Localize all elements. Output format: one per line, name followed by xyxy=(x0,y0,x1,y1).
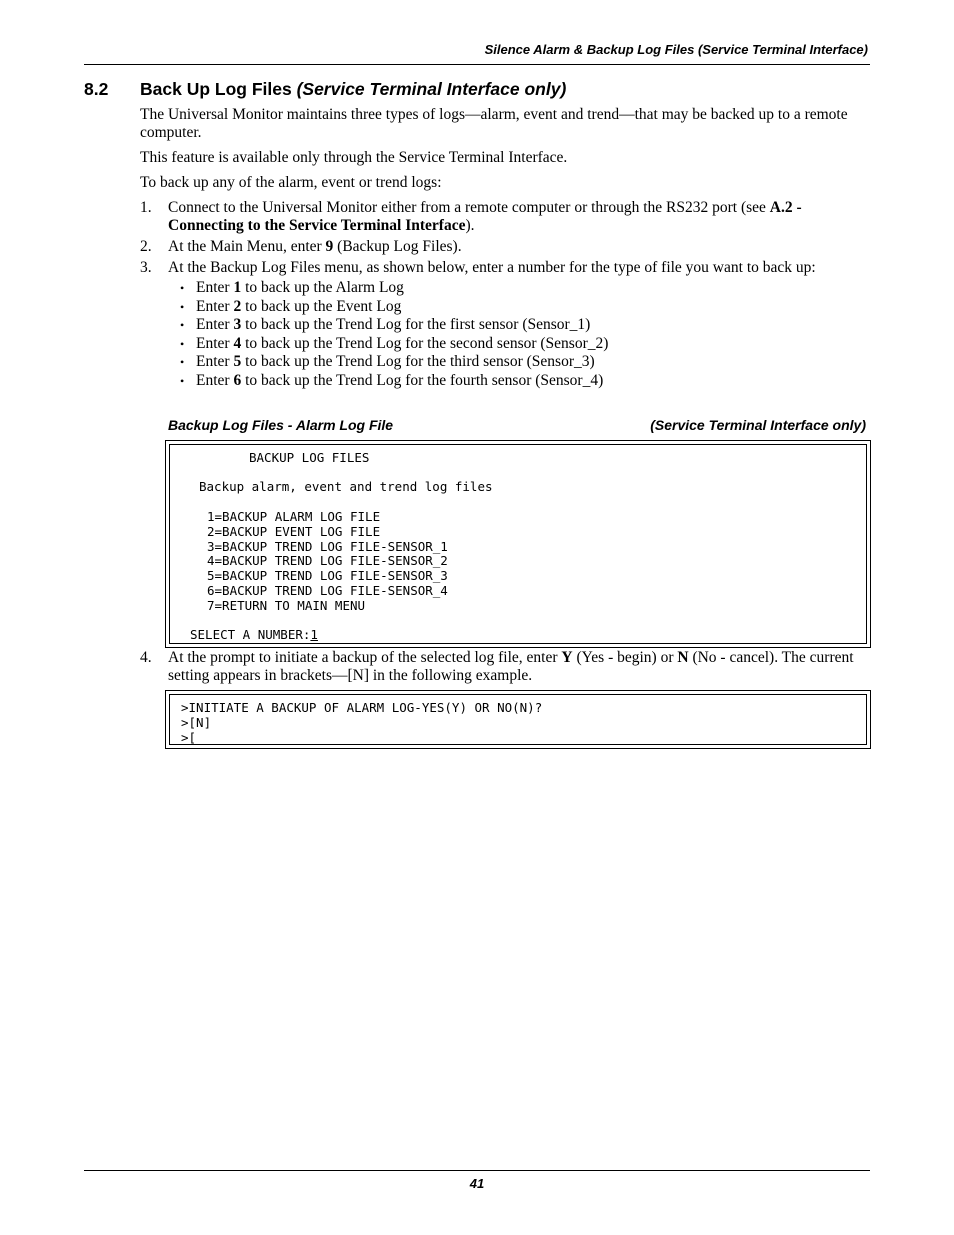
footer-divider xyxy=(84,1170,870,1171)
intro-paragraph-1: The Universal Monitor maintains three types of logs—alarm, event and trend—that may be backed up to a remote computer. xyxy=(140,106,848,141)
bullet-item xyxy=(180,316,870,335)
prompt-entry: 1 xyxy=(310,627,318,642)
running-header: Silence Alarm & Backup Log Files (Service Terminal Interface) xyxy=(484,42,868,57)
terminal-inner-frame xyxy=(169,694,867,745)
terminal-menu-option: 5=BACKUP TREND LOG FILE-SENSOR_3 xyxy=(207,568,448,584)
bullet-text: Enter xyxy=(196,334,234,352)
bullet-item xyxy=(180,372,870,391)
terminal-line: >INITIATE A BACKUP OF ALARM LOG-YES(Y) OR NO(N)? xyxy=(181,700,543,715)
terminal-line: >[ xyxy=(181,730,197,745)
bullet-text: Enter xyxy=(196,297,234,315)
terminal-menu-option: 4=BACKUP TREND LOG FILE-SENSOR_2 xyxy=(207,553,448,569)
terminal-menu-option: 6=BACKUP TREND LOG FILE-SENSOR_4 xyxy=(207,583,448,598)
bullet-item xyxy=(180,353,870,372)
figure-caption xyxy=(168,417,866,433)
bullet-item xyxy=(180,279,870,298)
step-2 xyxy=(140,238,870,256)
intro-paragraph-2: This feature is available only through the Service Terminal Interface. xyxy=(140,149,568,166)
step-text: (Yes - begin) or xyxy=(572,649,678,666)
bullet-item xyxy=(180,298,870,317)
section-title-qualifier: (Service Terminal Interface only) xyxy=(296,79,567,99)
bullet-text: Enter xyxy=(196,279,234,296)
menu-key: 4 xyxy=(233,334,242,352)
header-divider xyxy=(84,64,870,65)
caption-title: Backup Log Files - Alarm Log File xyxy=(168,417,394,433)
menu-key: 2 xyxy=(233,297,242,315)
bullet-text: to back up the Trend Log for the second sensor (Sensor_2) xyxy=(241,334,609,352)
terminal-title: BACKUP LOG FILES xyxy=(249,450,370,465)
bullet-text: to back up the Alarm Log xyxy=(241,279,404,296)
step-number: 1. xyxy=(140,199,152,216)
menu-key: 9 xyxy=(325,238,334,255)
bullet-text: to back up the Trend Log for the first sensor (Sensor_1) xyxy=(241,316,591,334)
terminal-inner-frame xyxy=(169,444,867,644)
step-4-body xyxy=(140,649,870,685)
bullet-icon: • xyxy=(180,336,185,351)
section-body xyxy=(140,106,870,394)
step-3 xyxy=(140,259,870,391)
step-text: Connect to the Universal Monitor either from a remote computer or through the RS232 port (see xyxy=(168,199,770,216)
terminal-menu-option: 2=BACKUP EVENT LOG FILE xyxy=(207,523,381,539)
bullet-list xyxy=(180,279,870,391)
menu-key: 3 xyxy=(233,316,242,334)
terminal-screen-confirm xyxy=(165,690,871,749)
step-text: ). xyxy=(465,217,475,234)
bullet-text: Enter xyxy=(196,316,234,334)
prompt-label: SELECT A NUMBER: xyxy=(190,627,311,642)
bullet-item xyxy=(180,335,870,354)
key-no: N xyxy=(677,649,689,666)
terminal-line: >[N] xyxy=(181,715,212,730)
menu-key: 6 xyxy=(233,371,242,389)
terminal-menu-option: 3=BACKUP TREND LOG FILE-SENSOR_1 xyxy=(207,538,448,554)
page-number: 41 xyxy=(469,1176,485,1191)
step-number: 3. xyxy=(140,259,152,276)
section-heading xyxy=(84,79,566,100)
section-title: Back Up Log Files xyxy=(140,79,297,99)
terminal-menu-option: 7=RETURN TO MAIN MENU xyxy=(207,597,366,613)
section-number: 8.2 xyxy=(84,79,109,99)
bullet-text: to back up the Event Log xyxy=(241,297,402,315)
bullet-text: to back up the Trend Log for the fourth sensor (Sensor_4) xyxy=(241,371,604,389)
step-number: 4. xyxy=(140,649,152,666)
step-text: (No - cancel). The current setting appears in brackets—[N] in the following example. xyxy=(168,649,854,684)
menu-key: 5 xyxy=(233,353,242,371)
terminal-screen-backup-menu xyxy=(165,440,871,648)
menu-key: 1 xyxy=(233,279,242,296)
key-yes: Y xyxy=(561,649,573,666)
step-text: At the Main Menu, enter xyxy=(168,238,326,255)
intro-paragraph-3: To back up any of the alarm, event or trend logs: xyxy=(140,174,442,191)
terminal-subtitle: Backup alarm, event and trend log files xyxy=(199,479,493,494)
terminal-prompt xyxy=(190,627,318,642)
caption-qualifier: (Service Terminal Interface only) xyxy=(650,417,866,433)
step-1 xyxy=(140,199,870,235)
step-number: 2. xyxy=(140,238,152,255)
step-text: At the prompt to initiate a backup of the selected log file, enter xyxy=(168,649,562,666)
terminal-menu-option: 1=BACKUP ALARM LOG FILE xyxy=(207,509,381,524)
bullet-icon: • xyxy=(180,373,185,388)
bullet-icon: • xyxy=(180,281,185,295)
step-text: (Backup Log Files). xyxy=(333,238,462,255)
bullet-icon: • xyxy=(180,318,185,333)
step-4 xyxy=(140,649,870,688)
bullet-text: Enter xyxy=(196,353,234,371)
cross-reference: A.2 - Connecting to the Service Terminal Interface xyxy=(168,199,802,234)
bullet-text: to back up the Trend Log for the third sensor (Sensor_3) xyxy=(241,353,595,371)
bullet-icon: • xyxy=(180,355,185,370)
bullet-text: Enter xyxy=(196,371,234,389)
step-text: At the Backup Log Files menu, as shown below, enter a number for the type of file you want to back up: xyxy=(168,259,816,276)
bullet-icon: • xyxy=(180,299,185,314)
